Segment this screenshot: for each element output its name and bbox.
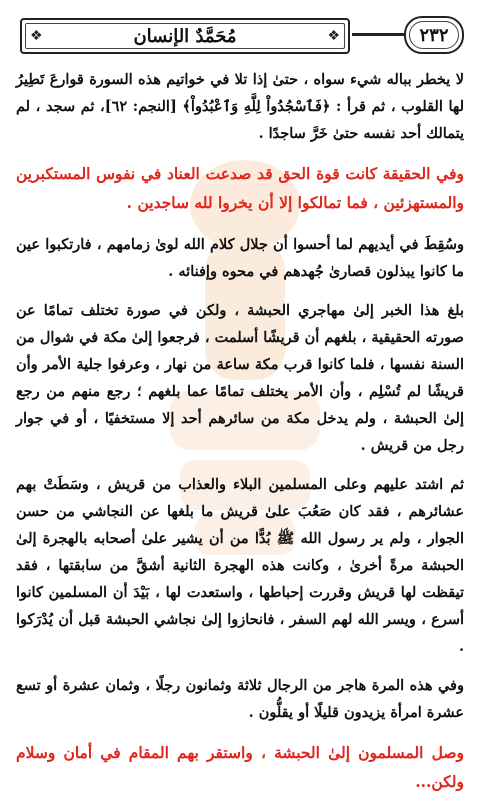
paragraph: وفي هذه المرة هاجر من الرجال ثلاثة وثمانون رجلًا ، وثمان عشرة أو تسع عشرة امرأة يزيدون قليلًا أو يقلُّون . xyxy=(16,677,464,721)
paragraph: ثم اشتد عليهم وعلى المسلمين البلاء والعذاب من قريش ، وسَطَتْ بهم عشائرهم ، فقد كان صَعُبَ علىٰ قريش ما بلغها عن النجاشي من حسن الجوار ، ولم ير رسول الله ﷺ بُدًّا من أن يشير علىٰ أصحابه بالهجرة إلىٰ الحبشة مرةً أخرىٰ ، وكانت هذه الهجرة الثانية أشقَّ من سابقتها ، فقد تيقظت لها قريش وقررت إحباطها ، واستعدت لها ، بَيْدَ أن المسلمين كانوا أسرع ، ويسر الله لهم السفر ، فانحازوا إلىٰ نجاشي الحبشة قبل أن يُدْرَكوا . xyxy=(16,476,464,655)
page-header xyxy=(8,14,472,58)
header-rule xyxy=(352,33,408,36)
ornament-icon: ❖ xyxy=(30,28,43,44)
running-title-frame xyxy=(20,18,350,54)
paragraph: وسُقِطَ في أيديهم لما أحسوا أن جلال كلام الله لوىٰ زمامهم ، فارتكبوا عين ما كانوا يبذلون قصارىٰ جُهدهم في محوه وإفنائه . xyxy=(16,236,464,280)
page-body xyxy=(16,66,464,810)
paragraph: بلغ هذا الخبر إلىٰ مهاجري الحبشة ، ولكن في صورة تختلف تمامًا عن صورته الحقيقية ، بلغهم أن قريشًا أسلمت ، فرجعوا إلىٰ مكة في شوال من السنة نفسها ، فلما كانوا قرب مكة ساعة من نهار ، وعرفوا جلية الأمر وأن قريشًا لم تُسْلِم ، وأن الأمر يختلف تمامًا عما بلغهم ؛ رجع منهم من رجع إلىٰ الحبشة ، ولم يدخل مكة من سائرهم أحد إلا مستخفيًا ، أو في جوار رجل من قريش . xyxy=(16,302,464,454)
page-number: ٢٣٢ xyxy=(419,24,449,46)
running-title: مُحَمَّدٌ الإنسان xyxy=(133,25,237,47)
page-number-frame xyxy=(404,16,464,54)
highlight-paragraph: وصل المسلمون إلىٰ الحبشة ، واستقر بهم المقام في أمان وسلام ولكن... xyxy=(16,743,464,791)
paragraph: لا يخطر بباله شيء سواه ، حتىٰ إذا تلا في خواتيم هذه السورة قوارعَ تَطِيرُ لها القلوب ، ثم قرأ : ﴿فَٱسْجُدُواْ لِلَّهِ وَٱعْبُدُواْ﴾ [النجم: ٦٢]، ثم سجد ، لم يتمالك أحد نفسه حتىٰ خَرَّ ساجدًا . xyxy=(16,71,464,142)
ornament-icon: ❖ xyxy=(327,28,340,44)
highlight-paragraph: وفي الحقيقة كانت قوة الحق قد صدعت العناد في نفوس المستكبرين والمستهزئين ، فما تمالكوا إلا أن يخروا لله ساجدين . xyxy=(16,164,464,212)
